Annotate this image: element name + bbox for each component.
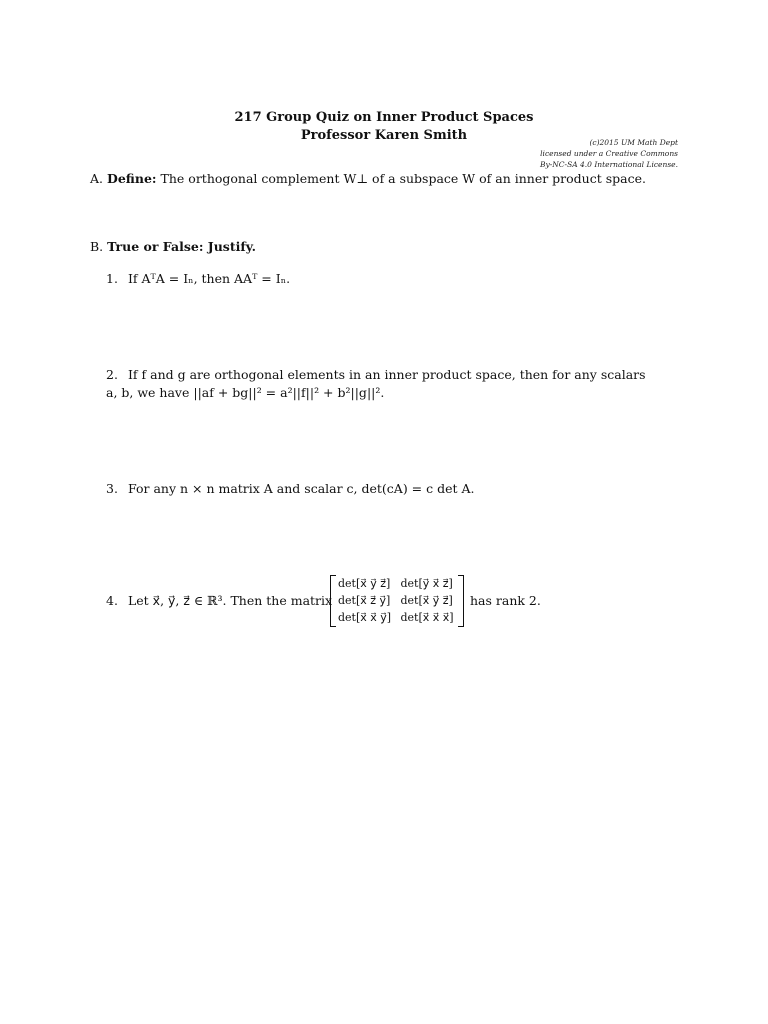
section-a-text: The orthogonal complement W⊥ of a subspace W of an inner product space. (160, 171, 646, 186)
matrix-cell: det[x⃗ x⃗ y⃗] (338, 611, 392, 624)
section-a-prefix: A. (90, 171, 104, 186)
matrix-cell: det[x⃗ y⃗ z⃗] (338, 577, 391, 590)
matrix-cell: det[y⃗ x⃗ z⃗] (400, 577, 453, 590)
author-line: Professor Karen Smith (300, 128, 468, 143)
matrix-cell: det[x⃗ y⃗ z⃗] (400, 594, 453, 607)
matrix-cell: det[x⃗ x⃗ x⃗] (400, 611, 454, 624)
question-3 (106, 480, 475, 498)
section-b-label: True or False: Justify. (107, 239, 256, 254)
question-number: 2. (106, 367, 118, 382)
matrix-cell: det[x⃗ z⃗ y⃗] (338, 594, 391, 607)
question-2 (106, 366, 651, 402)
matrix-row (331, 575, 463, 592)
question-number: 4. (106, 593, 118, 608)
section-a-label: Define: (107, 171, 157, 186)
question-number: 1. (106, 271, 118, 286)
matrix-row (331, 592, 463, 609)
page-title: 217 Group Quiz on Inner Product Spaces (234, 110, 534, 125)
section-b-prefix: B. (90, 239, 104, 254)
question-4 (106, 592, 332, 610)
question-text: Let x⃗, y⃗, z⃗ ∈ ℝ³. Then the matrix (127, 593, 333, 608)
question-1 (106, 270, 290, 288)
license-line: licensed under a Creative Commons (540, 149, 678, 158)
section-a (90, 170, 646, 188)
question-number: 3. (106, 481, 118, 496)
matrix-row (331, 609, 463, 626)
question-text: If AᵀA = Iₙ, then AAᵀ = Iₙ. (127, 271, 291, 286)
license-line: (c)2015 UM Math Dept (589, 138, 678, 147)
license-notice (458, 137, 678, 170)
section-b-heading (90, 238, 256, 256)
license-line: By-NC-SA 4.0 International License. (539, 160, 678, 169)
determinant-matrix (330, 575, 464, 627)
question-4-tail: has rank 2. (470, 593, 541, 608)
question-text: If f and g are orthogonal elements in an inner product space, then for any scalars a, b, we have ||af + bg||² = a²||f||² + b²||g||². (106, 367, 646, 400)
question-text: For any n × n matrix A and scalar c, det(cA) = c det A. (127, 481, 475, 496)
